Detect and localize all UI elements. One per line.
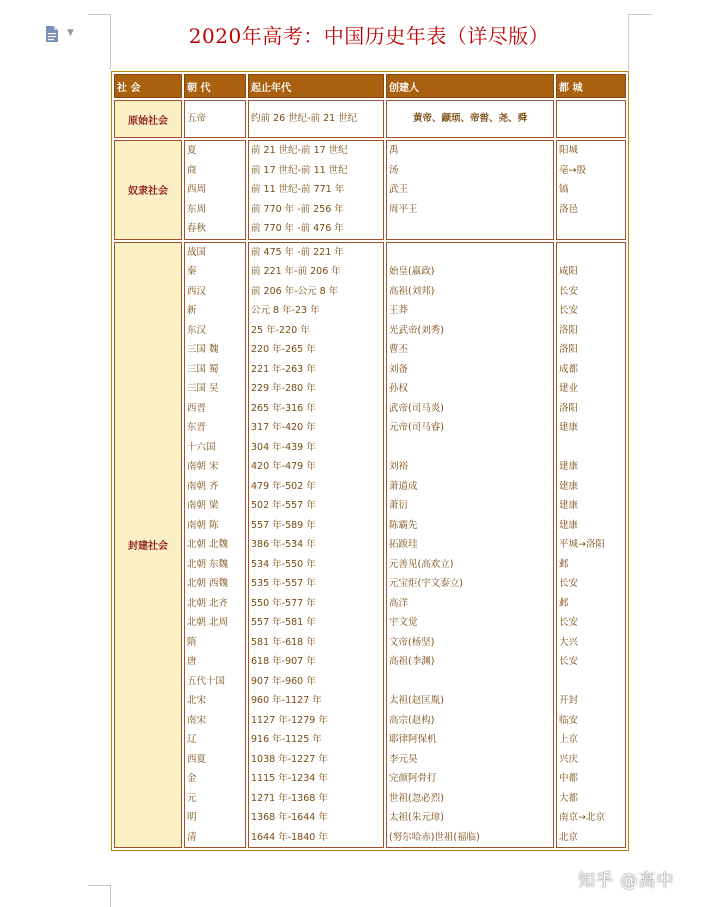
capital-text: 中都	[559, 773, 579, 784]
capital-text: 邺	[559, 597, 569, 609]
capital-text: 长安	[559, 285, 579, 297]
founder-text: 禹	[389, 145, 399, 156]
capital-text: 咸阳	[559, 266, 579, 277]
capital-text: 临安	[559, 714, 579, 726]
dynasty-text: 十六国	[187, 441, 216, 453]
capital-text: 南京→北京	[559, 812, 605, 823]
founder-text: 始皇(嬴政)	[389, 266, 435, 277]
period-text: 386 年-534 年	[251, 539, 316, 550]
founder-text: 拓跋珪	[389, 539, 418, 550]
dynasty-text: 明	[187, 812, 197, 823]
founder-cell	[386, 242, 554, 849]
table-row	[114, 140, 626, 240]
margin-guide	[88, 14, 110, 15]
chevron-down-icon[interactable]: ▼	[67, 28, 74, 38]
dynasty-cell	[184, 242, 246, 849]
capital-text: 阳城	[559, 145, 579, 156]
founder-text: 高祖(刘邦)	[389, 285, 435, 297]
founder-text	[389, 438, 551, 458]
header-society: 社 会	[114, 74, 182, 98]
founder-text: 耶律阿保机	[389, 734, 437, 745]
period-text: 317 年-420 年	[251, 422, 316, 433]
dynasty-text: 新	[187, 305, 197, 316]
capital-text: 建康	[559, 480, 579, 492]
capital-text: 洛阳	[559, 344, 579, 355]
founder-text: 完颜阿骨打	[389, 773, 437, 784]
founder-text: 元帝(司马睿)	[389, 422, 444, 433]
capital-text: 洛阳	[559, 324, 579, 336]
capital-text: 成都	[559, 363, 579, 375]
period-text: 557 年-589 年	[251, 519, 316, 531]
society-label: 封建社会	[114, 242, 182, 849]
founder-text: 萧道成	[389, 480, 418, 492]
period-text: 265 年-316 年	[251, 402, 316, 414]
period-cell	[248, 242, 384, 849]
period-text: 前 206 年-公元 8 年	[251, 285, 339, 297]
period-text: 前 11 世纪-前 771 年	[251, 184, 345, 195]
dynasty-text: 夏	[187, 145, 197, 156]
society-label: 原始社会	[114, 100, 182, 138]
margin-guide	[110, 885, 111, 907]
capital-text: 大都	[559, 792, 579, 804]
founder-text: 陈霸先	[389, 519, 418, 531]
capital-cell	[556, 140, 626, 240]
period-text: 618 年-907 年	[251, 656, 316, 667]
founder-text: 曹丕	[389, 344, 409, 355]
period-text: 前 221 年-前 206 年	[251, 266, 341, 277]
period-text: 221 年-263 年	[251, 363, 316, 375]
dynasty-cell	[184, 140, 246, 240]
header-period: 起止年代	[248, 74, 384, 98]
margin-guide	[628, 14, 652, 15]
founder-text: 刘备	[389, 363, 409, 375]
period-text: 前 17 世纪-前 11 世纪	[251, 164, 348, 176]
dynasty-text: 三国 魏	[187, 344, 219, 355]
margin-guide	[88, 885, 110, 886]
period-text: 前 770 年 -前 256 年	[251, 203, 344, 215]
founder-text: 太祖(赵匡胤)	[389, 695, 444, 706]
founder-text: 元善见(高欢立)	[389, 558, 454, 570]
capital-text: 镐	[559, 184, 569, 195]
founder-text: 汤	[389, 164, 399, 176]
capital-text: 建康	[559, 461, 579, 472]
capital-text: 洛阳	[559, 402, 579, 414]
founder-text: 萧衍	[389, 500, 409, 511]
header-founder: 创建人	[386, 74, 554, 98]
capital-text: 北京	[559, 831, 579, 843]
period-text: 550 年-577 年	[251, 597, 316, 609]
period-text: 502 年-557 年	[251, 500, 316, 511]
period-text: 1271 年-1368 年	[251, 792, 328, 804]
dynasty-text: 唐	[187, 656, 197, 667]
dynasty-text: 南朝 陈	[187, 519, 219, 531]
dynasty-text: 北朝 东魏	[187, 558, 229, 570]
period-text: 581 年-618 年	[251, 636, 316, 648]
dynasty-text: 东周	[187, 203, 207, 215]
founder-text: 光武帝(刘秀)	[389, 324, 444, 336]
capital-text: 长安	[559, 578, 579, 589]
watermark: 知乎 @高中	[578, 871, 675, 891]
period-text: 前 475 年 -前 221 年	[251, 246, 344, 258]
founder-text: 高洋	[389, 597, 409, 609]
period-text: 907 年-960 年	[251, 675, 316, 687]
period-text: 1115 年-1234 年	[251, 773, 328, 784]
founder-cell: 黄帝、颛顼、帝喾、尧、舜	[386, 100, 554, 138]
dynasty-text: 北朝 西魏	[187, 578, 229, 589]
dynasty-text: 隋	[187, 636, 197, 648]
period-text: 479 年-502 年	[251, 480, 316, 492]
dynasty-text: 南朝 齐	[187, 480, 219, 492]
period-text: 229 年-280 年	[251, 383, 316, 394]
header-dynasty: 朝 代	[184, 74, 246, 98]
dynasty-cell: 五帝	[184, 100, 246, 138]
dynasty-text: 南宋	[187, 714, 207, 726]
dynasty-text: 五代十国	[187, 675, 226, 687]
dynasty-text: 战国	[187, 246, 207, 258]
capital-text: 亳→殷	[559, 164, 586, 176]
dynasty-text: 北朝 北魏	[187, 539, 229, 550]
capital-text	[559, 438, 623, 458]
capital-text: 长安	[559, 656, 579, 667]
dynasty-text: 金	[187, 773, 197, 784]
table-row	[114, 242, 626, 849]
dynasty-text: 北朝 北齐	[187, 597, 229, 609]
dynasty-text: 南朝 宋	[187, 461, 219, 472]
founder-text: 王莽	[389, 305, 409, 316]
founder-text: (努尔哈赤)世祖(福临)	[389, 831, 480, 843]
capital-text: 洛邑	[559, 203, 579, 215]
dynasty-text: 南朝 梁	[187, 500, 219, 511]
dynasty-text: 北朝 北周	[187, 617, 229, 628]
header-capital: 都 城	[556, 74, 626, 98]
capital-text: 上京	[559, 734, 579, 745]
dynasty-text: 西汉	[187, 285, 207, 297]
period-text: 557 年-581 年	[251, 617, 316, 628]
founder-cell	[386, 140, 554, 240]
dynasty-text: 辽	[187, 734, 197, 745]
dynasty-text: 北宋	[187, 695, 207, 706]
capital-text	[559, 219, 623, 239]
capital-text	[559, 672, 623, 692]
society-label: 奴隶社会	[114, 140, 182, 240]
founder-text: 宇文觉	[389, 617, 418, 628]
capital-text: 建康	[559, 519, 579, 531]
capital-text: 建康	[559, 422, 579, 433]
dynasty-text: 东汉	[187, 324, 207, 336]
founder-text: 太祖(朱元璋)	[389, 812, 444, 823]
founder-text	[389, 219, 551, 239]
page-title: 2020年高考：中国历史年表（详尽版）	[188, 24, 550, 48]
founder-text: 孙权	[389, 383, 409, 394]
founder-text: 武王	[389, 184, 409, 195]
dynasty-text: 秦	[187, 266, 197, 277]
period-cell: 约前 26 世纪-前 21 世纪	[248, 100, 384, 138]
period-cell	[248, 140, 384, 240]
dynasty-text: 西周	[187, 184, 207, 195]
period-text: 916 年-1125 年	[251, 734, 322, 745]
capital-cell	[556, 242, 626, 849]
period-text: 公元 8 年-23 年	[251, 305, 320, 316]
founder-text: 武帝(司马炎)	[389, 402, 444, 414]
period-text: 1368 年-1644 年	[251, 812, 328, 823]
founder-text: 周平王	[389, 203, 418, 215]
table-header-row	[114, 74, 626, 98]
dynasty-text: 清	[187, 831, 197, 843]
period-text: 534 年-550 年	[251, 558, 316, 570]
capital-text: 开封	[559, 695, 579, 706]
document-icon[interactable]	[44, 25, 60, 43]
period-text: 25 年-220 年	[251, 324, 310, 336]
capital-text: 建业	[559, 383, 579, 394]
capital-text: 邺	[559, 558, 569, 570]
founder-text: 高祖(李渊)	[389, 656, 435, 667]
period-text: 535 年-557 年	[251, 578, 316, 589]
capital-text: 平城→洛阳	[559, 539, 605, 550]
capital-text: 大兴	[559, 636, 579, 648]
capital-text: 兴庆	[559, 753, 579, 765]
dynasty-text: 三国 蜀	[187, 363, 219, 375]
period-text: 220 年-265 年	[251, 344, 316, 355]
period-text: 前 770 年 -前 476 年	[251, 223, 344, 234]
founder-text: 元宝炬(宇文泰立)	[389, 578, 463, 589]
dynasty-text: 西晋	[187, 402, 207, 414]
capital-cell	[556, 100, 626, 138]
period-text: 1038 年-1227 年	[251, 753, 328, 765]
founder-text	[389, 672, 551, 692]
period-text: 1127 年-1279 年	[251, 714, 328, 726]
history-table	[111, 71, 629, 851]
dynasty-text: 三国 吴	[187, 383, 219, 394]
period-text: 304 年-439 年	[251, 441, 316, 453]
dynasty-text: 东晋	[187, 422, 207, 433]
founder-text: 刘裕	[389, 461, 409, 472]
founder-text	[389, 243, 551, 263]
period-text: 420 年-479 年	[251, 461, 316, 472]
margin-guide	[628, 14, 629, 70]
founder-text: 高宗(赵构)	[389, 714, 435, 726]
dynasty-text: 西夏	[187, 753, 207, 765]
dynasty-text: 春秋	[187, 223, 207, 234]
table-row	[114, 100, 626, 138]
capital-text	[559, 243, 623, 263]
period-text: 960 年-1127 年	[251, 695, 322, 706]
period-text: 1644 年-1840 年	[251, 831, 328, 843]
founder-text: 世祖(忽必烈)	[389, 792, 444, 804]
period-text: 前 21 世纪-前 17 世纪	[251, 145, 348, 156]
capital-text: 长安	[559, 617, 579, 628]
founder-text: 文帝(杨坚)	[389, 636, 435, 648]
dynasty-text: 商	[187, 164, 197, 176]
capital-text: 建康	[559, 500, 579, 511]
capital-text: 长安	[559, 305, 579, 316]
dynasty-text: 元	[187, 792, 197, 804]
founder-text: 李元昊	[389, 753, 418, 765]
